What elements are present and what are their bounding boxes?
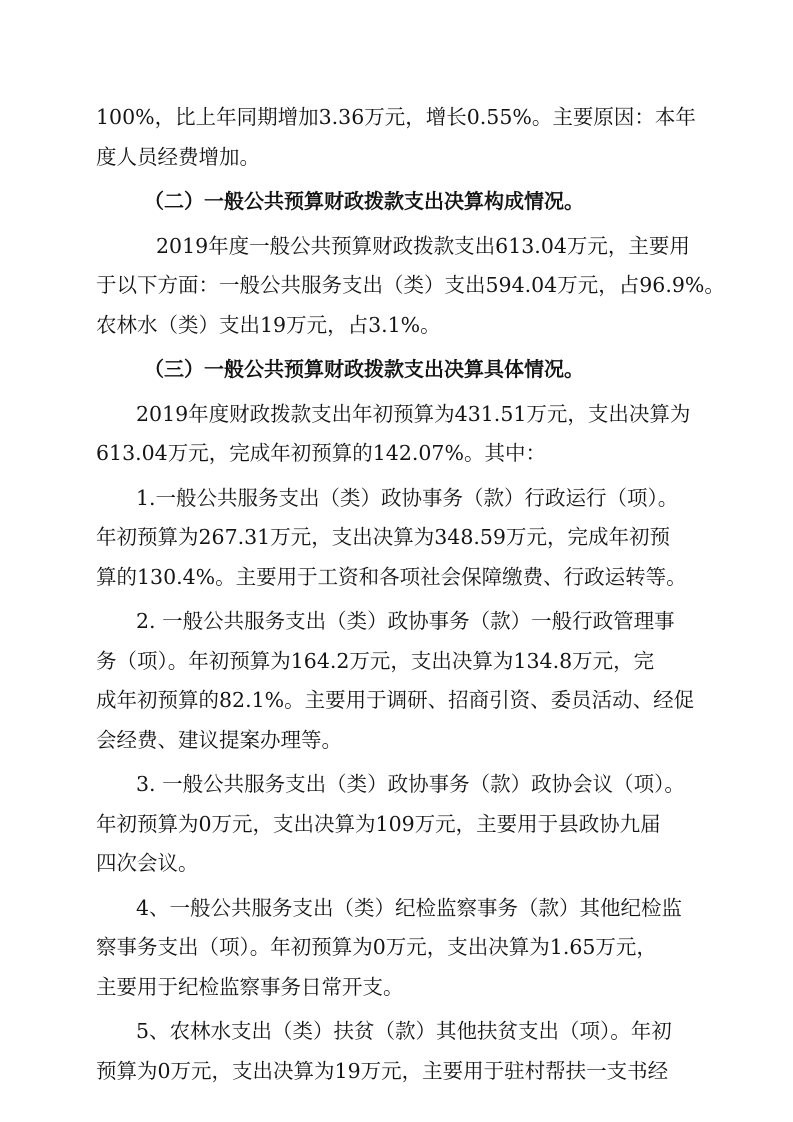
paragraph-line: 算的130.4%。主要用于工资和各项社会保障缴费、行政运转等。 (96, 564, 687, 589)
paragraph-line: 2019年度财政拨款支出年初预算为431.51万元，支出决算为 (136, 401, 691, 426)
paragraph-line: 3. 一般公共服务支出（类）政协事务（款）政协会议（项）。 (136, 772, 685, 796)
section-heading-3: （三）一般公共预算财政拨款支出决算具体情况。 (144, 357, 584, 381)
paragraph-line: 4、一般公共服务支出（类）纪检监察事务（款）其他纪检监 (136, 895, 683, 920)
paragraph-line: 年初预算为267.31万元，支出决算为348.59万元，完成年初预 (96, 525, 670, 549)
paragraph-line: 5、农林水支出（类）扶贫（款）其他扶贫支出（项）。年初 (136, 1019, 672, 1043)
document-page (96, 98, 725, 1091)
paragraph-line: 务（项）。年初预算为164.2万元，支出决算为134.8万元，完 (96, 648, 655, 673)
paragraph-line: 成年初预算的82.1%。主要用于调研、招商引资、委员活动、经促 (96, 688, 695, 712)
paragraph-line: 2019年度一般公共预算财政拨款支出613.04万元，主要用 (156, 233, 690, 258)
paragraph-line: 度人员经费增加。 (96, 144, 260, 169)
paragraph-line: 1.一般公共服务支出（类）政协事务（款）行政运行（项）。 (136, 485, 679, 510)
paragraph-line: 预算为0万元，支出决算为19万元，主要用于驻村帮扶一支书经 (96, 1058, 669, 1083)
paragraph-line: 2. 一般公共服务支出（类）政协事务（款）一般行政管理事 (136, 609, 675, 633)
section-heading-2: （二）一般公共预算财政拨款支出决算构成情况。 (144, 189, 584, 213)
paragraph-line: 100%，比上年同期增加3.36万元，增长0.55%。主要原因：本年 (96, 105, 696, 129)
paragraph-line: 察事务支出（项）。年初预算为0万元，支出决算为1.65万元， (96, 935, 657, 959)
paragraph-line: 年初预算为0万元，支出决算为109万元，主要用于县政协九届 (96, 811, 661, 836)
paragraph-line: 农林水（类）支出19万元，占3.1%。 (96, 312, 441, 337)
paragraph-line: 613.04万元，完成年初预算的142.07%。其中： (96, 441, 546, 465)
paragraph-line: 会经费、建议提案办理等。 (96, 727, 342, 752)
paragraph-line: 主要用于纪检监察事务日常开支。 (96, 974, 404, 999)
paragraph-line: 四次会议。 (96, 851, 199, 875)
paragraph-line: 于以下方面：一般公共服务支出（类）支出594.04万元，占96.9%。 (96, 273, 725, 297)
